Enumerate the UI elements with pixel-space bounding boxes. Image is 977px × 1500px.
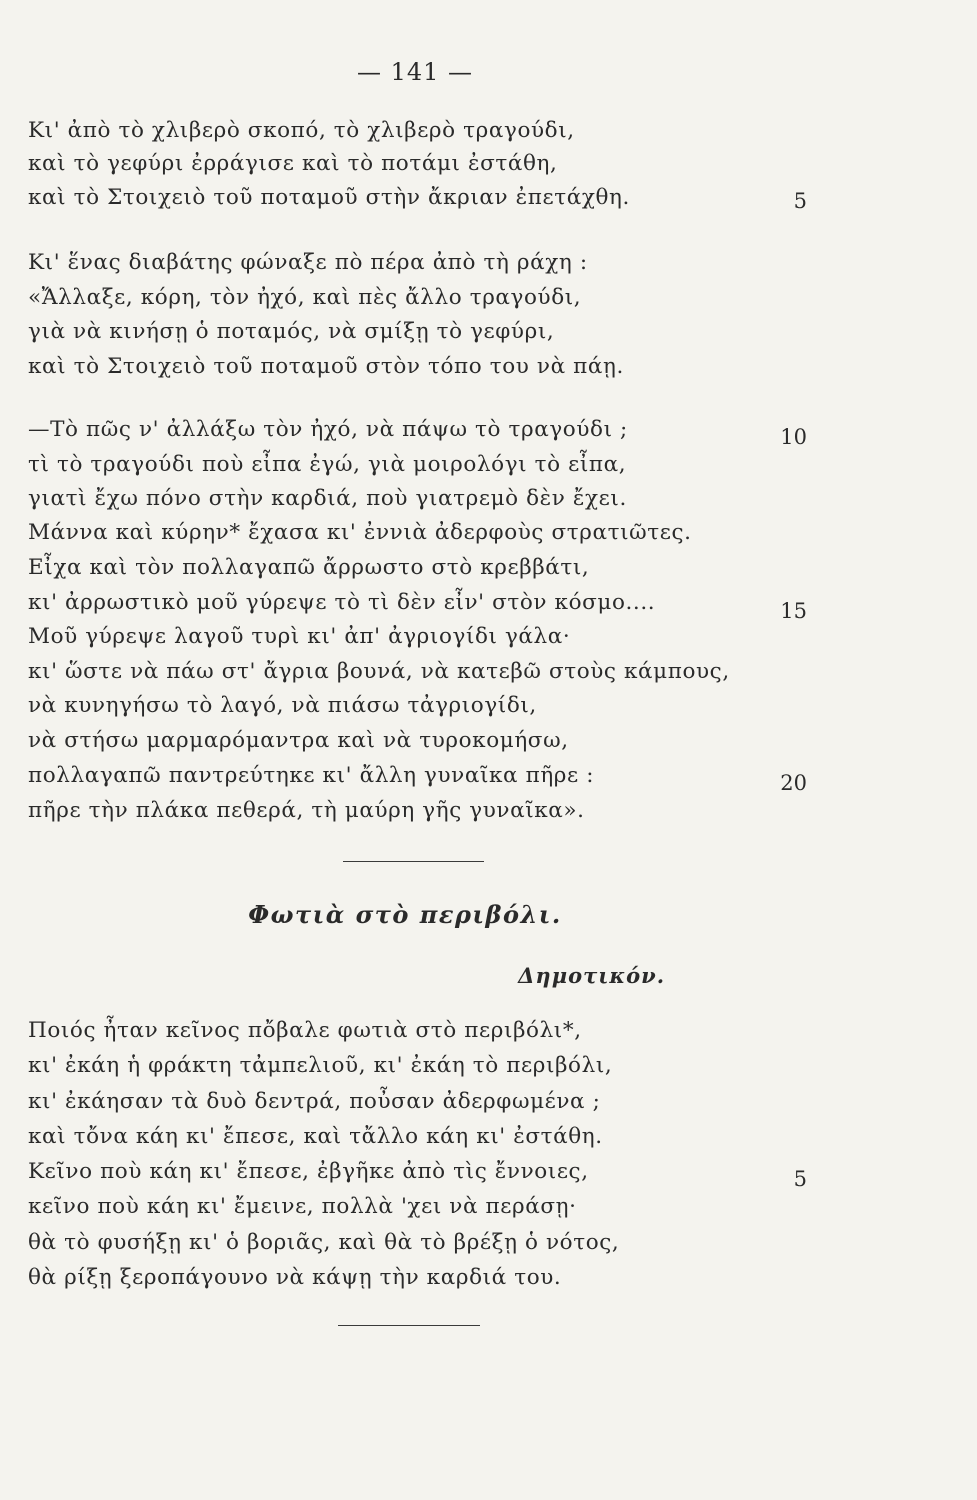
poem-1-line: γιατὶ ἔχω πόνο στὴν καρδιά, ποὺ γιατρεμὸ δὲν ἔχει. xyxy=(28,486,627,511)
poem-1-line: κι' ὥστε νὰ πάω στ' ἄγρια βουνά, νὰ κατεβῶ στοὺς κάμπους, xyxy=(28,659,730,684)
poem-1-line: —Τὸ πῶς ν' ἀλλάξω τὸν ἠχό, νὰ πάψω τὸ τραγούδι ; xyxy=(28,417,628,442)
section-divider xyxy=(343,861,484,862)
poem-1-line: νὰ στήσω μαρμαρόμαντρα καὶ νὰ τυροκομήσω, xyxy=(28,728,569,753)
poem-title: Φωτιὰ στὸ περιβόλι. xyxy=(248,900,562,929)
poem-1-line: Κι' ἕνας διαβάτης φώναξε πὸ πέρα ἀπὸ τὴ ράχη : xyxy=(28,250,588,275)
poem-1-line: «Ἄλλαξε, κόρη, τὸν ἠχό, καὶ πὲς ἄλλο τραγούδι, xyxy=(28,285,582,310)
page-number: — 141 — xyxy=(356,58,474,86)
line-number: 20 xyxy=(780,771,807,795)
poem-subtitle: Δημοτικόν. xyxy=(518,963,665,988)
poem-2-line: κεῖνο ποὺ κάη κι' ἔμεινε, πολλὰ 'χει νὰ περάσῃ· xyxy=(28,1194,577,1219)
poem-2-line: κι' ἐκάη ἡ φράκτη τἀμπελιοῦ, κι' ἐκάη τὸ περιβόλι, xyxy=(28,1053,613,1078)
poem-1-line: καὶ τὸ Στοιχειὸ τοῦ ποταμοῦ στὴν ἄκριαν ἐπετάχθη. xyxy=(28,185,630,210)
poem-1-line: τὶ τὸ τραγούδι ποὺ εἶπα ἐγώ, γιὰ μοιρολόγι τὸ εἶπα, xyxy=(28,452,627,477)
poem-1-line: πολλαγαπῶ παντρεύτηκε κι' ἄλλη γυναῖκα πῆρε : xyxy=(28,763,595,788)
line-number: 5 xyxy=(793,189,807,213)
poem-1-line: καὶ τὸ γεφύρι ἐρράγισε καὶ τὸ ποτάμι ἐστάθη, xyxy=(28,151,558,176)
poem-2-line: Ποιός ἦταν κεῖνος πὄβαλε φωτιὰ στὸ περιβόλι*, xyxy=(28,1018,582,1043)
poem-1-line: Κι' ἀπὸ τὸ χλιβερὸ σκοπό, τὸ χλιβερὸ τραγούδι, xyxy=(28,118,575,143)
poem-1-line: γιὰ νὰ κινήσῃ ὁ ποταμός, νὰ σμίξῃ τὸ γεφύρι, xyxy=(28,319,555,344)
line-number: 10 xyxy=(780,425,807,449)
poem-1-line: νὰ κυνηγήσω τὸ λαγό, νὰ πιάσω τἀγριογίδι, xyxy=(28,693,537,718)
poem-2-line: θὰ τὸ φυσήξῃ κι' ὁ βοριᾶς, καὶ θὰ τὸ βρέξῃ ὁ νότος, xyxy=(28,1230,620,1255)
poem-1-line: Μάννα καὶ κύρην* ἔχασα κι' ἐννιὰ ἀδερφοὺς στρατιῶτες. xyxy=(28,520,692,545)
poem-1-line: πῆρε τὴν πλάκα πεθερά, τὴ μαύρη γῆς γυναῖκα». xyxy=(28,798,585,823)
poem-2-line: κι' ἐκάησαν τὰ δυὸ δεντρά, ποὖσαν ἀδερφωμένα ; xyxy=(28,1089,601,1114)
line-number: 15 xyxy=(780,599,807,623)
poem-1-line: καὶ τὸ Στοιχειὸ τοῦ ποταμοῦ στὸν τόπο του νὰ πάῃ. xyxy=(28,354,624,379)
poem-1-line: κι' ἀρρωστικὸ μοῦ γύρεψε τὸ τὶ δὲν εἶν' στὸν κόσμο.... xyxy=(28,590,656,615)
poem-1-line: Εἶχα καὶ τὸν πολλαγαπῶ ἄρρωστο στὸ κρεββάτι, xyxy=(28,555,590,580)
line-number: 5 xyxy=(793,1167,807,1191)
poem-2-line: καὶ τὄνα κάη κι' ἔπεσε, καὶ τἄλλο κάη κι' ἐστάθη. xyxy=(28,1124,603,1149)
poem-2-line: Κεῖνο ποὺ κάη κι' ἔπεσε, ἐβγῆκε ἀπὸ τὶς ἔννοιες, xyxy=(28,1159,589,1184)
poem-1-line: Μοῦ γύρεψε λαγοῦ τυρὶ κι' ἀπ' ἀγριογίδι γάλα· xyxy=(28,624,571,649)
end-divider xyxy=(338,1325,480,1326)
poem-2-line: θὰ ρίξῃ ξεροπάγουνο νὰ κάψῃ τὴν καρδιά του. xyxy=(28,1265,562,1290)
